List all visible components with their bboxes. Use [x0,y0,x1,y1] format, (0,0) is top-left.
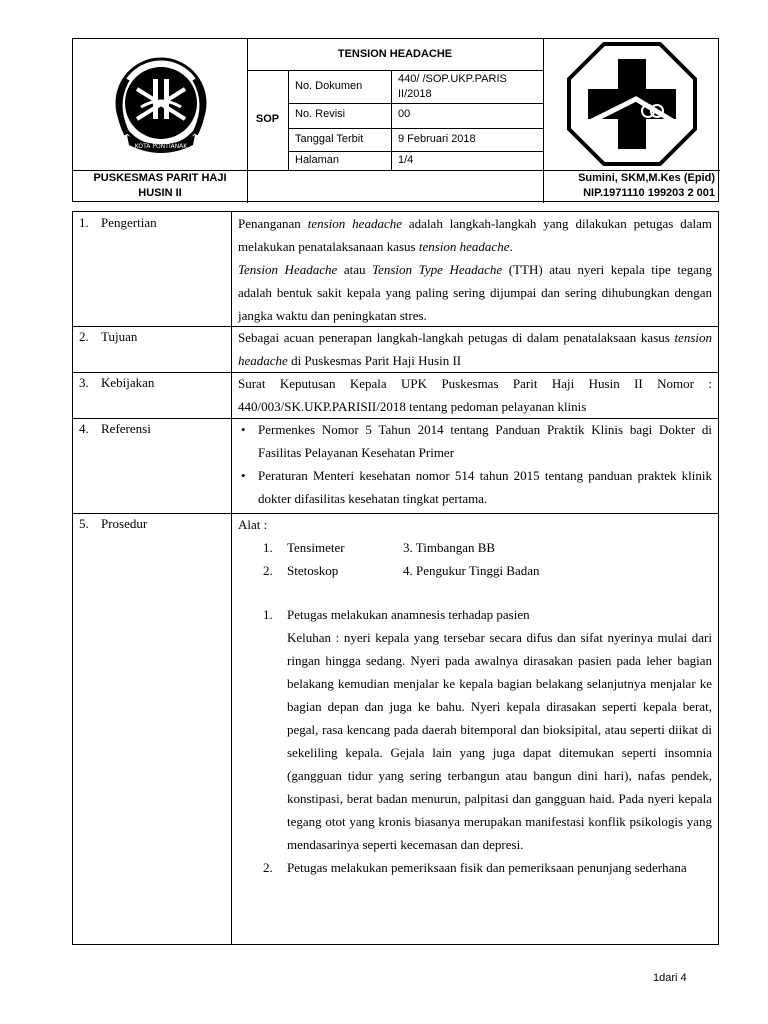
field-value-tanggal-terbit: 9 Februari 2018 [398,133,476,145]
signer-block [543,171,715,201]
section-body-referensi [238,418,712,510]
alat-row: 2. Stetoskop 4. Pengukur Tinggi Badan [263,563,540,578]
field-label-no-dokumen: No. Dokumen [295,80,363,92]
section-body-prosedur [238,513,712,879]
svg-text:KOTA PONTIANAK: KOTA PONTIANAK [134,143,188,150]
document-title: TENSION HEADACHE [337,48,453,60]
section-body-tujuan: Sebagai acuan penerapan langkah-langkah petugas di dalam penatalaksaan kasus tension headache di Puskesmas Parit Haji Husin II [238,330,712,368]
field-value-halaman: 1/4 [398,154,414,166]
reference-item: • Peraturan Menteri kesehatan nomor 514 tahun 2015 tentang panduan praktek klinik dokter difasilitas kesehatan tingkat pertama. [238,464,712,510]
section-label-tujuan: 2. Tujuan [79,329,138,344]
alat-title: Alat : [238,517,268,532]
section-label-referensi: 4. Referensi [79,421,151,436]
sop-content-table [72,211,719,945]
puskesmas-logo [566,41,698,167]
section-body-kebijakan: Surat Keputusan Kepala UPK Puskesmas Parit Haji Husin II Nomor : 440/003/SK.UKP.PARISII/2018 tentang pedoman pelayanan klinis [238,376,712,414]
field-label-halaman: Halaman [295,154,340,166]
procedure-step: 2. Petugas melakukan pemeriksaan fisik dan pemeriksaan penunjang sederhana [263,860,687,875]
section-label-kebijakan: 3. Kebijakan [79,375,155,390]
field-value-no-revisi: 00 [398,108,411,120]
procedure-step-detail: Keluhan : nyeri kepala yang tersebar secara difus dan sifat nyerinya mulai dari ringan hingga sedang. Nyeri pada awalnya dirasakan pasien pada leher bagian belakang kemudian menjalar ke kepala bagian belakang selanjutnya menjalar ke bagian depan dan juga ke bahu. Nyeri kepala dirasakan seperti kepala berat, pegal, rasa kencang pada daerah bitemporal dan bioksipital, atau seperti diikat di sekeliling kepala. Gejala lain yang juga dapat ditemukan seperti insomnia (gangguan tidur yang sering terbangun atau bangun dini hari), nafas pendek, konstipasi, berat badan menurun, palpitasi dan gangguan haid. Pada nyeri kepala tegang otot yang kronis biasanya merupakan manifestasi konflik psikologis yang mendasarinya seperti kecemasan dan depresi. [287,630,712,852]
field-label-tanggal-terbit: Tanggal Terbit [295,133,364,145]
field-value-no-dokumen: 440/ /SOP.UKP.PARIS II/2018 [398,73,507,100]
city-emblem-logo [97,49,225,161]
reference-item: • Permenkes Nomor 5 Tahun 2014 tentang Panduan Praktik Klinis bagi Dokter di Fasilitas Pelayanan Kesehatan Primer [238,418,712,464]
signer-name: Sumini, SKM,M.Kes (Epid) [578,172,715,184]
sop-label: SOP [255,113,280,125]
field-label-no-revisi: No. Revisi [295,108,346,120]
sop-header [72,38,719,202]
org-name: PUSKESMAS PARIT HAJI HUSIN II [93,172,227,199]
procedure-step: 1. Petugas melakukan anamnesis terhadap pasien [263,607,530,622]
signer-nip: NIP.1971110 199203 2 001 [583,187,715,199]
page-number: 1dari 4 [653,972,687,984]
section-body-pengertian: Penanganan tension headache adalah langkah-langkah yang dilakukan petugas dalam melakukan penatalaksanaan kasus tension headache. Tension Headache atau Tension Type Headache (TTH) atau nyeri kepala tipe tegang adalah bentuk sakit kepala yang paling sering dijumpai dan sering dihubungkan dengan jangka waktu dan peningkatan stres. [238,216,713,323]
alat-row: 1. Tensimeter 3. Timbangan BB [263,540,496,555]
section-label-prosedur: 5. Prosedur [79,516,148,531]
section-label-pengertian: 1. Pengertian [79,215,157,230]
